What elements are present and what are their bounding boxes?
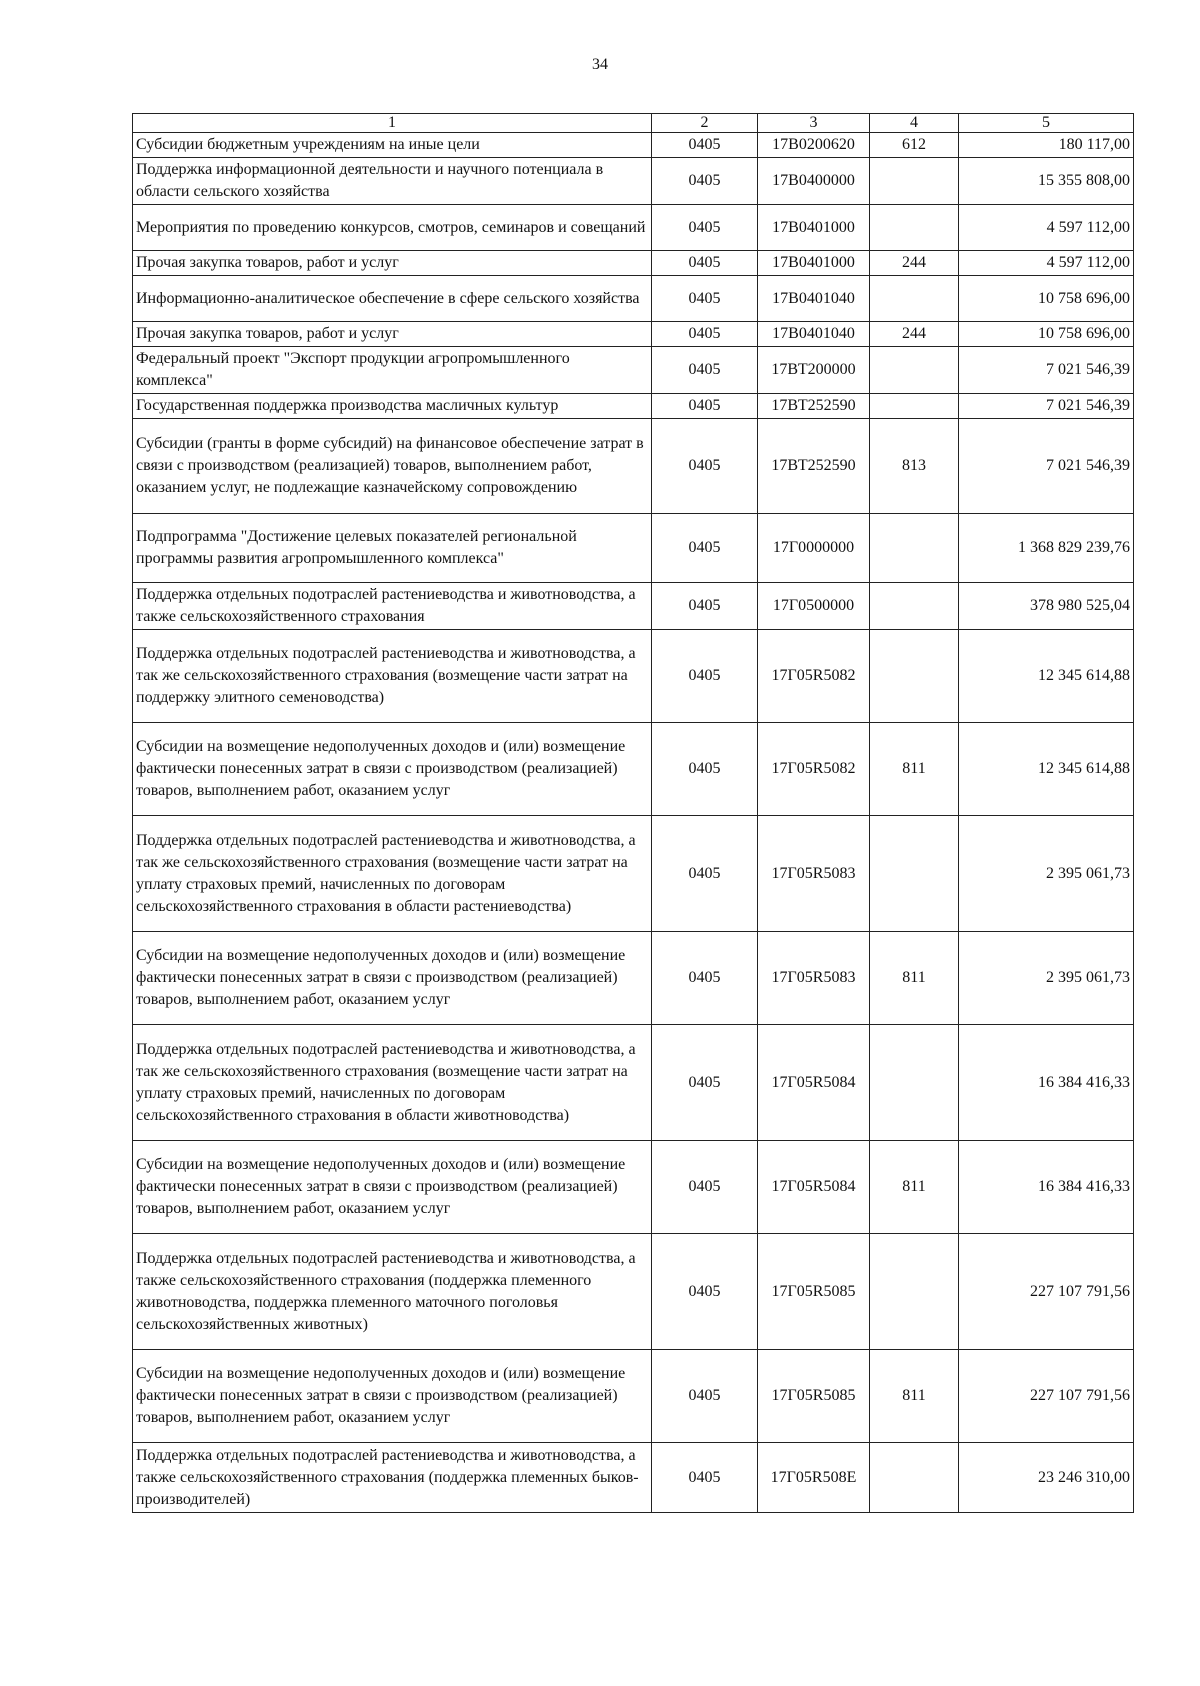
row-type-cell — [870, 1443, 959, 1513]
table-row — [133, 205, 1134, 251]
row-section-cell: 0405 — [652, 723, 758, 816]
row-target-cell: 17Г05R5082 — [758, 723, 870, 816]
row-section-cell: 0405 — [652, 932, 758, 1025]
row-amount-cell: 4 597 112,00 — [959, 205, 1134, 251]
row-type-cell — [870, 394, 959, 419]
table-row — [133, 723, 1134, 816]
row-amount-cell: 10 758 696,00 — [959, 276, 1134, 322]
row-target-cell: 17Г05R5083 — [758, 932, 870, 1025]
row-type-cell — [870, 1234, 959, 1350]
table-row — [133, 1350, 1134, 1443]
row-section-cell: 0405 — [652, 251, 758, 276]
row-section-cell: 0405 — [652, 133, 758, 158]
row-type-cell: 813 — [870, 419, 959, 514]
row-amount-cell: 12 345 614,88 — [959, 630, 1134, 723]
budget-table — [132, 113, 1134, 1513]
row-section-cell: 0405 — [652, 1234, 758, 1350]
row-name-cell: Поддержка отдельных подотраслей растениеводства и животноводства, а также сельскохозяйственного страхования — [133, 583, 652, 630]
row-section-cell: 0405 — [652, 1443, 758, 1513]
row-name-cell: Субсидии на возмещение недополученных доходов и (или) возмещение фактически понесенных затрат в связи с производством (реализацией) товаров, выполнением работ, оказанием услуг — [133, 723, 652, 816]
row-type-cell — [870, 276, 959, 322]
row-section-cell: 0405 — [652, 347, 758, 394]
row-amount-cell: 16 384 416,33 — [959, 1141, 1134, 1234]
row-type-cell — [870, 347, 959, 394]
row-target-cell: 17В0401040 — [758, 322, 870, 347]
row-amount-cell: 4 597 112,00 — [959, 251, 1134, 276]
table-row — [133, 251, 1134, 276]
row-amount-cell: 227 107 791,56 — [959, 1234, 1134, 1350]
table-row — [133, 514, 1134, 583]
row-section-cell: 0405 — [652, 205, 758, 251]
row-amount-cell: 2 395 061,73 — [959, 932, 1134, 1025]
row-type-cell — [870, 1025, 959, 1141]
table-row — [133, 1443, 1134, 1513]
row-type-cell — [870, 158, 959, 205]
row-name-cell: Субсидии на возмещение недополученных доходов и (или) возмещение фактически понесенных затрат в связи с производством (реализацией) товаров, выполнением работ, оказанием услуг — [133, 932, 652, 1025]
row-name-cell: Прочая закупка товаров, работ и услуг — [133, 322, 652, 347]
row-target-cell: 17Г05R5082 — [758, 630, 870, 723]
row-name-cell: Поддержка информационной деятельности и научного потенциала в области сельского хозяйства — [133, 158, 652, 205]
row-amount-cell: 15 355 808,00 — [959, 158, 1134, 205]
row-amount-cell: 180 117,00 — [959, 133, 1134, 158]
row-name-cell: Поддержка отдельных подотраслей растениеводства и животноводства, а так же сельскохозяйственного страхования (возмещение части затрат на поддержку элитного семеноводства) — [133, 630, 652, 723]
row-section-cell: 0405 — [652, 158, 758, 205]
row-name-cell: Поддержка отдельных подотраслей растениеводства и животноводства, а также сельскохозяйственного страхования (поддержка племенных быков-производителей) — [133, 1443, 652, 1513]
row-target-cell: 17Г05R5084 — [758, 1141, 870, 1234]
row-name-cell: Мероприятия по проведению конкурсов, смотров, семинаров и совещаний — [133, 205, 652, 251]
row-name-cell: Подпрограмма "Достижение целевых показателей региональной программы развития агропромышленного комплекса" — [133, 514, 652, 583]
table-row — [133, 583, 1134, 630]
row-section-cell: 0405 — [652, 419, 758, 514]
row-target-cell: 17ВТ252590 — [758, 419, 870, 514]
table-body — [133, 133, 1134, 1513]
row-target-cell: 17Г05R5085 — [758, 1350, 870, 1443]
row-type-cell — [870, 514, 959, 583]
row-target-cell: 17ВТ200000 — [758, 347, 870, 394]
row-amount-cell: 10 758 696,00 — [959, 322, 1134, 347]
table-row — [133, 322, 1134, 347]
row-target-cell: 17Г0500000 — [758, 583, 870, 630]
row-target-cell: 17Г05R5085 — [758, 1234, 870, 1350]
row-target-cell: 17Г05R508Е — [758, 1443, 870, 1513]
row-section-cell: 0405 — [652, 1141, 758, 1234]
table-row — [133, 816, 1134, 932]
row-section-cell: 0405 — [652, 394, 758, 419]
row-amount-cell: 12 345 614,88 — [959, 723, 1134, 816]
row-name-cell: Государственная поддержка производства масличных культур — [133, 394, 652, 419]
row-type-cell: 811 — [870, 723, 959, 816]
row-name-cell: Субсидии на возмещение недополученных доходов и (или) возмещение фактически понесенных затрат в связи с производством (реализацией) товаров, выполнением работ, оказанием услуг — [133, 1350, 652, 1443]
table-row — [133, 419, 1134, 514]
table-row — [133, 932, 1134, 1025]
column-header: 4 — [870, 114, 959, 133]
table-row — [133, 630, 1134, 723]
row-section-cell: 0405 — [652, 276, 758, 322]
column-header: 3 — [758, 114, 870, 133]
row-amount-cell: 2 395 061,73 — [959, 816, 1134, 932]
row-target-cell: 17Г05R5083 — [758, 816, 870, 932]
row-type-cell — [870, 630, 959, 723]
row-amount-cell: 1 368 829 239,76 — [959, 514, 1134, 583]
row-name-cell: Прочая закупка товаров, работ и услуг — [133, 251, 652, 276]
row-amount-cell: 7 021 546,39 — [959, 347, 1134, 394]
table-row — [133, 133, 1134, 158]
row-name-cell: Поддержка отдельных подотраслей растениеводства и животноводства, а так же сельскохозяйственного страхования (возмещение части затрат на уплату страховых премий, начисленных по договорам сельскохозяйственного страхования в области животноводства) — [133, 1025, 652, 1141]
table-row — [133, 1025, 1134, 1141]
row-name-cell: Поддержка отдельных подотраслей растениеводства и животноводства, а также сельскохозяйственного страхования (поддержка племенного животноводства, поддержка племенного маточного поголовья сельскохозяйственных животных) — [133, 1234, 652, 1350]
row-section-cell: 0405 — [652, 322, 758, 347]
row-amount-cell: 7 021 546,39 — [959, 394, 1134, 419]
row-name-cell: Поддержка отдельных подотраслей растениеводства и животноводства, а так же сельскохозяйственного страхования (возмещение части затрат на уплату страховых премий, начисленных по договорам сельскохозяйственного страхования в области растениеводства) — [133, 816, 652, 932]
row-section-cell: 0405 — [652, 583, 758, 630]
row-target-cell: 17В0200620 — [758, 133, 870, 158]
row-section-cell: 0405 — [652, 1025, 758, 1141]
row-name-cell: Информационно-аналитическое обеспечение в сфере сельского хозяйства — [133, 276, 652, 322]
row-type-cell: 244 — [870, 251, 959, 276]
row-section-cell: 0405 — [652, 1350, 758, 1443]
header-row — [133, 114, 1134, 133]
table-row — [133, 276, 1134, 322]
row-name-cell: Субсидии (гранты в форме субсидий) на финансовое обеспечение затрат в связи с производством (реализацией) товаров, выполнением работ, оказанием услуг, не подлежащие казначейскому сопровождению — [133, 419, 652, 514]
row-target-cell: 17В0400000 — [758, 158, 870, 205]
column-header: 1 — [133, 114, 652, 133]
row-target-cell: 17В0401000 — [758, 205, 870, 251]
row-amount-cell: 227 107 791,56 — [959, 1350, 1134, 1443]
row-target-cell: 17В0401000 — [758, 251, 870, 276]
column-header: 2 — [652, 114, 758, 133]
table-row — [133, 158, 1134, 205]
row-section-cell: 0405 — [652, 630, 758, 723]
column-header: 5 — [959, 114, 1134, 133]
table-row — [133, 347, 1134, 394]
row-section-cell: 0405 — [652, 514, 758, 583]
row-target-cell: 17Г0000000 — [758, 514, 870, 583]
row-amount-cell: 7 021 546,39 — [959, 419, 1134, 514]
row-name-cell: Федеральный проект "Экспорт продукции агропромышленного комплекса" — [133, 347, 652, 394]
row-type-cell: 811 — [870, 1350, 959, 1443]
row-type-cell: 244 — [870, 322, 959, 347]
table-row — [133, 1234, 1134, 1350]
row-type-cell — [870, 583, 959, 630]
row-target-cell: 17Г05R5084 — [758, 1025, 870, 1141]
row-type-cell: 612 — [870, 133, 959, 158]
row-amount-cell: 16 384 416,33 — [959, 1025, 1134, 1141]
row-section-cell: 0405 — [652, 816, 758, 932]
row-type-cell: 811 — [870, 1141, 959, 1234]
row-name-cell: Субсидии бюджетным учреждениям на иные цели — [133, 133, 652, 158]
table-row — [133, 394, 1134, 419]
row-type-cell — [870, 816, 959, 932]
row-target-cell: 17В0401040 — [758, 276, 870, 322]
row-type-cell: 811 — [870, 932, 959, 1025]
row-amount-cell: 378 980 525,04 — [959, 583, 1134, 630]
page-number: 34 — [592, 56, 608, 73]
row-type-cell — [870, 205, 959, 251]
row-name-cell: Субсидии на возмещение недополученных доходов и (или) возмещение фактически понесенных затрат в связи с производством (реализацией) товаров, выполнением работ, оказанием услуг — [133, 1141, 652, 1234]
table-row — [133, 1141, 1134, 1234]
row-target-cell: 17ВТ252590 — [758, 394, 870, 419]
row-amount-cell: 23 246 310,00 — [959, 1443, 1134, 1513]
